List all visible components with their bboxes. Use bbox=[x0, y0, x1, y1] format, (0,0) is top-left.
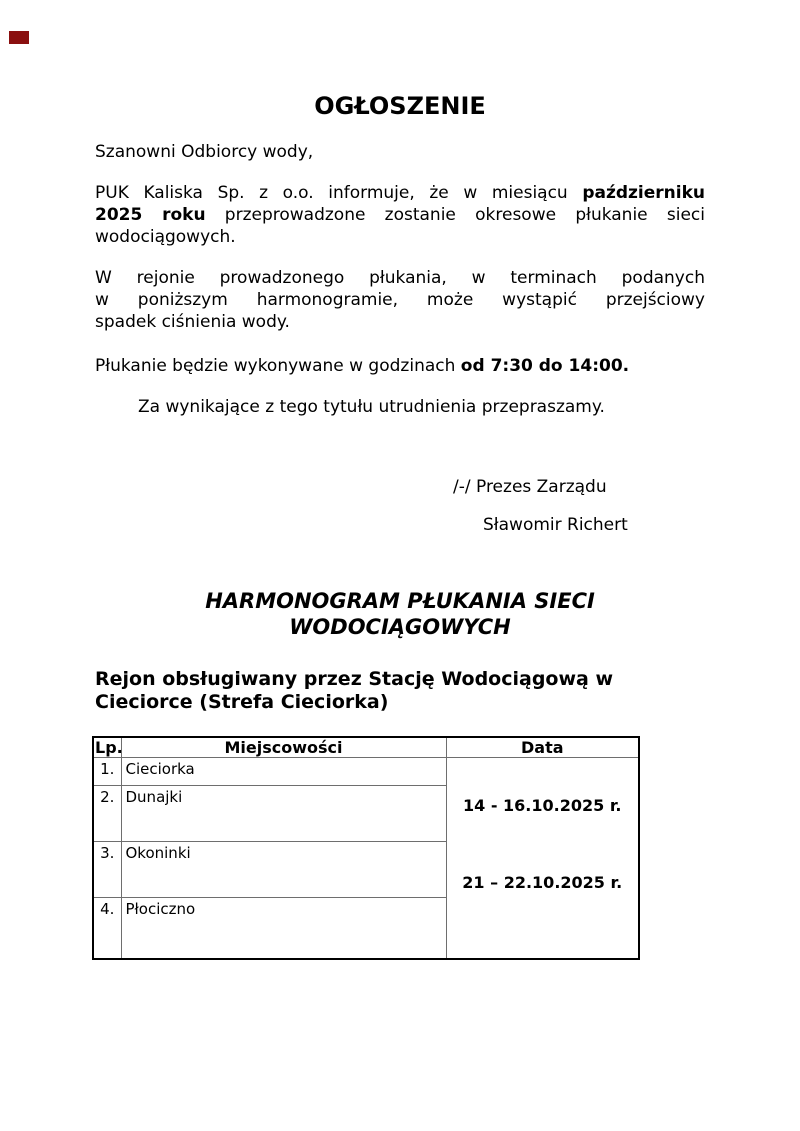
row-3-number: 3. bbox=[93, 842, 121, 898]
intro-line-1-bold: październiku bbox=[582, 183, 705, 203]
row-2-number: 2. bbox=[93, 786, 121, 842]
hours-paragraph bbox=[95, 355, 705, 377]
header-date: Data bbox=[446, 737, 639, 758]
header-places: Miejscowości bbox=[121, 737, 446, 758]
row-2-place: Dunajki bbox=[121, 786, 446, 842]
region-heading-line-1: Rejon obsługiwany przez Stację Wodociągową w bbox=[95, 668, 614, 690]
region-heading-line-2: Cieciorce (Strefa Cieciorka) bbox=[95, 691, 389, 713]
document-title: OGŁOSZENIE bbox=[314, 92, 486, 120]
date-range-2: 21 – 22.10.2025 r. bbox=[462, 873, 623, 892]
intro-line-3: wodociągowych. bbox=[95, 227, 236, 247]
region-notice-line-2: w poniższym harmonogramie, może wystąpić przejściowy bbox=[95, 290, 705, 310]
signature-name: Sławomir Richert bbox=[483, 515, 628, 535]
schedule-heading: HARMONOGRAM PŁUKANIA SIECI WODOCIĄGOWYCH bbox=[205, 589, 595, 639]
intro-paragraph bbox=[95, 182, 705, 248]
salutation: Szanowni Odbiorcy wody, bbox=[95, 142, 314, 162]
hours-text: Płukanie będzie wykonywane w godzinach bbox=[95, 356, 461, 376]
intro-line-1-text: PUK Kaliska Sp. z o.o. informuje, że w miesiącu bbox=[95, 183, 583, 203]
intro-line-2-text: przeprowadzone zostanie okresowe płukanie sieci bbox=[205, 205, 705, 225]
row-3-place: Okoninki bbox=[121, 842, 446, 898]
intro-line-1 bbox=[95, 182, 705, 204]
row-4-place: Płociczno bbox=[121, 898, 446, 959]
red-corner-mark bbox=[9, 31, 29, 44]
date-range-1: 14 - 16.10.2025 r. bbox=[462, 796, 622, 815]
table-row bbox=[93, 758, 639, 786]
row-1-place: Cieciorka bbox=[121, 758, 446, 786]
region-heading bbox=[95, 668, 705, 714]
row-4-number: 4. bbox=[93, 898, 121, 959]
signature-role: /-/ Prezes Zarządu bbox=[453, 477, 607, 497]
hours-bold: od 7:30 do 14:00. bbox=[460, 356, 630, 376]
intro-line-2 bbox=[95, 204, 705, 226]
table-header-row bbox=[93, 737, 639, 758]
header-lp: Lp. bbox=[95, 738, 123, 757]
row-1-number: 1. bbox=[93, 758, 121, 786]
apology-paragraph: Za wynikające z tego tytułu utrudnienia przepraszamy. bbox=[138, 397, 605, 417]
region-notice-line-3: spadek ciśnienia wody. bbox=[95, 312, 290, 332]
schedule-table bbox=[92, 736, 640, 960]
date-cell bbox=[446, 758, 639, 959]
region-notice-paragraph bbox=[95, 267, 705, 333]
region-notice-line-1: W rejonie prowadzonego płukania, w terminach podanych bbox=[95, 268, 705, 288]
intro-line-2-bold: 2025 roku bbox=[95, 205, 206, 225]
